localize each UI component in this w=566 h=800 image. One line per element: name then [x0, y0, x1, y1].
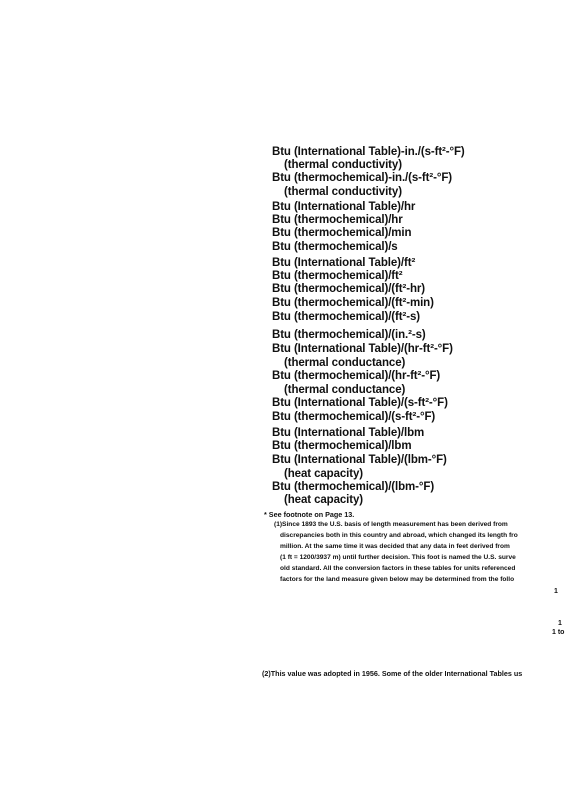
tiny-value: 1 to [552, 629, 565, 636]
unit-row: Btu (International Table)/(hr-ft²-°F) [272, 343, 453, 355]
unit-row: (thermal conductance) [284, 384, 406, 396]
unit-row: Btu (thermochemical)/ft² [272, 270, 403, 282]
see-footnote: * See footnote on Page 13. [264, 510, 355, 519]
tiny-value: 1 [554, 588, 558, 595]
unit-row: Btu (thermochemical)/(lbm-°F) [272, 481, 435, 493]
unit-row: Btu (thermochemical)/s [272, 241, 398, 253]
unit-row: Btu (thermochemical)/(ft²-min) [272, 297, 434, 309]
unit-row: Btu (thermochemical)/min [272, 227, 412, 239]
unit-row: (thermal conductance) [284, 357, 406, 369]
unit-row: Btu (International Table)/lbm [272, 427, 425, 439]
footnote-line: million. At the same time it was decided that any data in feet derived from [280, 543, 510, 550]
unit-row: (thermal conductivity) [284, 186, 402, 198]
footnote-line: (1)Since 1893 the U.S. basis of length measurement has been derived from [274, 521, 508, 528]
footnote-line: (1 ft = 1200/3937 m) until further decision. This foot is named the U.S. surve [280, 554, 516, 561]
unit-row: Btu (thermochemical)/hr [272, 214, 403, 226]
unit-row: Btu (thermochemical)/(ft²-hr) [272, 283, 425, 295]
unit-row: Btu (thermochemical)/(s-ft²-°F) [272, 411, 436, 423]
unit-row: (thermal conductivity) [284, 159, 402, 171]
unit-row: Btu (International Table)/(s-ft²-°F) [272, 397, 448, 409]
unit-row: Btu (thermochemical)/(hr-ft²-°F) [272, 370, 441, 382]
unit-row: Btu (thermochemical)/lbm [272, 440, 412, 452]
unit-row: Btu (International Table)/ft² [272, 257, 416, 269]
unit-row: (heat capacity) [284, 494, 364, 506]
unit-row: Btu (International Table)-in./(s-ft²-°F) [272, 146, 465, 158]
unit-row: Btu (thermochemical)/(ft²-s) [272, 311, 420, 323]
footnote-2: (2)This value was adopted in 1956. Some of the older International Tables us [262, 669, 523, 678]
unit-row: (heat capacity) [284, 468, 364, 480]
unit-row: Btu (International Table)/hr [272, 201, 416, 213]
footnote-line: factors for the land measure given below may be determined from the follo [280, 576, 515, 583]
footnote-line: old standard. All the conversion factors in these tables for units referenced [280, 565, 516, 572]
unit-row: Btu (International Table)/(lbm-°F) [272, 454, 447, 466]
unit-row: Btu (thermochemical)/(in.²-s) [272, 329, 426, 341]
unit-row: Btu (thermochemical)-in./(s-ft²-°F) [272, 172, 452, 184]
footnote-line: discrepancies both in this country and abroad, which changed its length fro [280, 532, 518, 539]
tiny-value: 1 [558, 620, 562, 627]
